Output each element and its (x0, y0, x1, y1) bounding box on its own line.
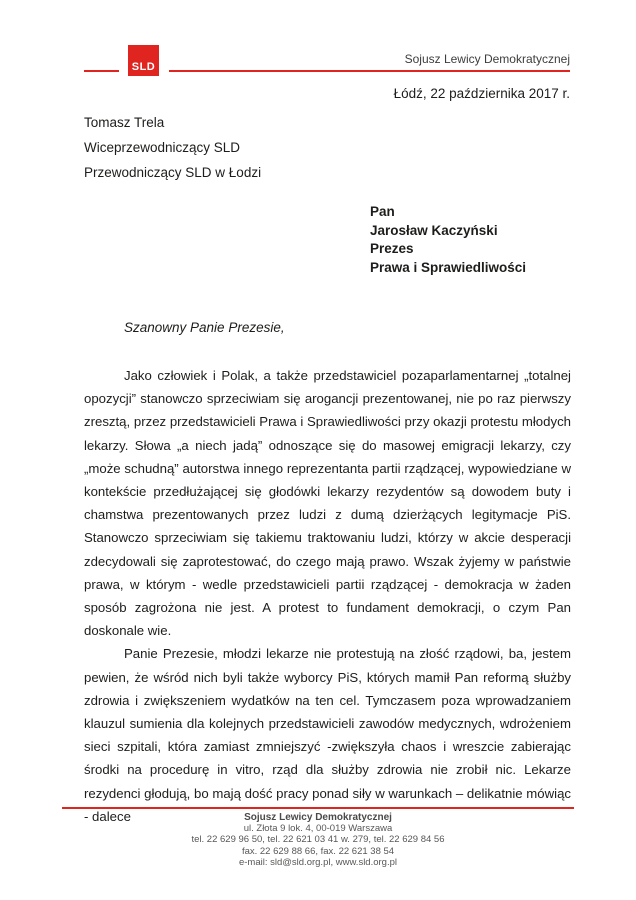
sld-logo (128, 45, 159, 76)
header-rule-right (169, 70, 570, 72)
date-line: Łódź, 22 października 2017 r. (393, 86, 570, 101)
recipient-org: Prawa i Sprawiedliwości (370, 259, 527, 275)
footer-email-web: e-mail: sld@sld.org.pl, www.sld.org.pl (238, 856, 397, 868)
header-rule-left (84, 70, 119, 72)
footer-org-name: Sojusz Lewicy Demokratycznej (244, 812, 392, 823)
footer-rule (62, 807, 574, 809)
paragraph-1: Jako człowiek i Polak, a także przedstawiciel pozaparlamentarnej „totalnej opozycji” stanowczo sprzeciwiam się arogancji prezentowanej, nie po raz pierwszy zresztą, przez przedstawicieli Prawa i Sprawiedliwości przy okazji protestu młodych lekarzy. Słowa „a niech jadą” odnoszące się do masowej emigracji lekarzy, czy „może schudną” autorstwa innego reprezentanta partii rządzącej, wypowiedziane w kontekście przedłużającej się głodówki lekarzy rezydentów są dowodem buty i chamstwa prezentowanych przez ludzi z dumą dzierżących legitymacje PiS. Stanowczo sprzeciwiam się takiemu traktowaniu ludzi, którzy w akcie desperacji zdecydowali się zaprotestować, do czego mają prawo. Wszak żyjemy w państwie prawa, w którym - wedle przedstawicieli partii rządzącej - demokracja w żaden sposób zagrożona nie jest. A protest to fundament demokracji, o czym Pan doskonale wie. (84, 368, 571, 639)
letter-body (84, 364, 571, 828)
salutation: Szanowny Panie Prezesie, (124, 320, 285, 335)
sender-name: Tomasz Trela (84, 115, 165, 130)
footer-block (0, 812, 636, 868)
recipient-name: Jarosław Kaczyński (370, 222, 498, 238)
recipient-honorific: Pan (370, 204, 395, 219)
recipient-block (370, 203, 526, 277)
footer-phones: tel. 22 629 96 50, tel. 22 621 03 41 w. 279, tel. 22 629 84 56 (191, 834, 445, 846)
sender-title-2: Przewodniczący SLD w Łodzi (84, 165, 262, 180)
recipient-title: Prezes (370, 241, 414, 256)
header-org-name: Sojusz Lewicy Demokratycznej (404, 52, 570, 66)
sender-title-1: Wiceprzewodniczący SLD (84, 140, 241, 155)
sender-block (84, 110, 261, 185)
footer-fax: fax. 22 629 88 66, fax. 22 621 38 54 (241, 845, 395, 857)
paragraph-2: Panie Prezesie, młodzi lekarze nie protestują na złość rządowi, ba, jestem pewien, że wśród nich byli także wyborcy PiS, których mamił Pan reformą służby zdrowia i zwiększeniem wydatków na ten cel. Tymczasem poza wprowadzaniem klauzul sumienia dla kolejnych przedstawicieli zawodów medycznych, wdrożeniem sieci szpitali, która zamiast zmniejszyć -zwiększyła chaos i wreszcie zabierając środki na procedurę in vitro, rząd dla służby zdrowia nie zrobił nic. Lekarze rezydenci głodują, bo mają dość pracy ponad siły w warunkach – delikatnie mówiąc - dalece (84, 646, 571, 824)
footer-address: ul. Złota 9 lok. 4, 00-019 Warszawa (243, 823, 393, 835)
sld-logo-text: SLD (131, 61, 156, 73)
